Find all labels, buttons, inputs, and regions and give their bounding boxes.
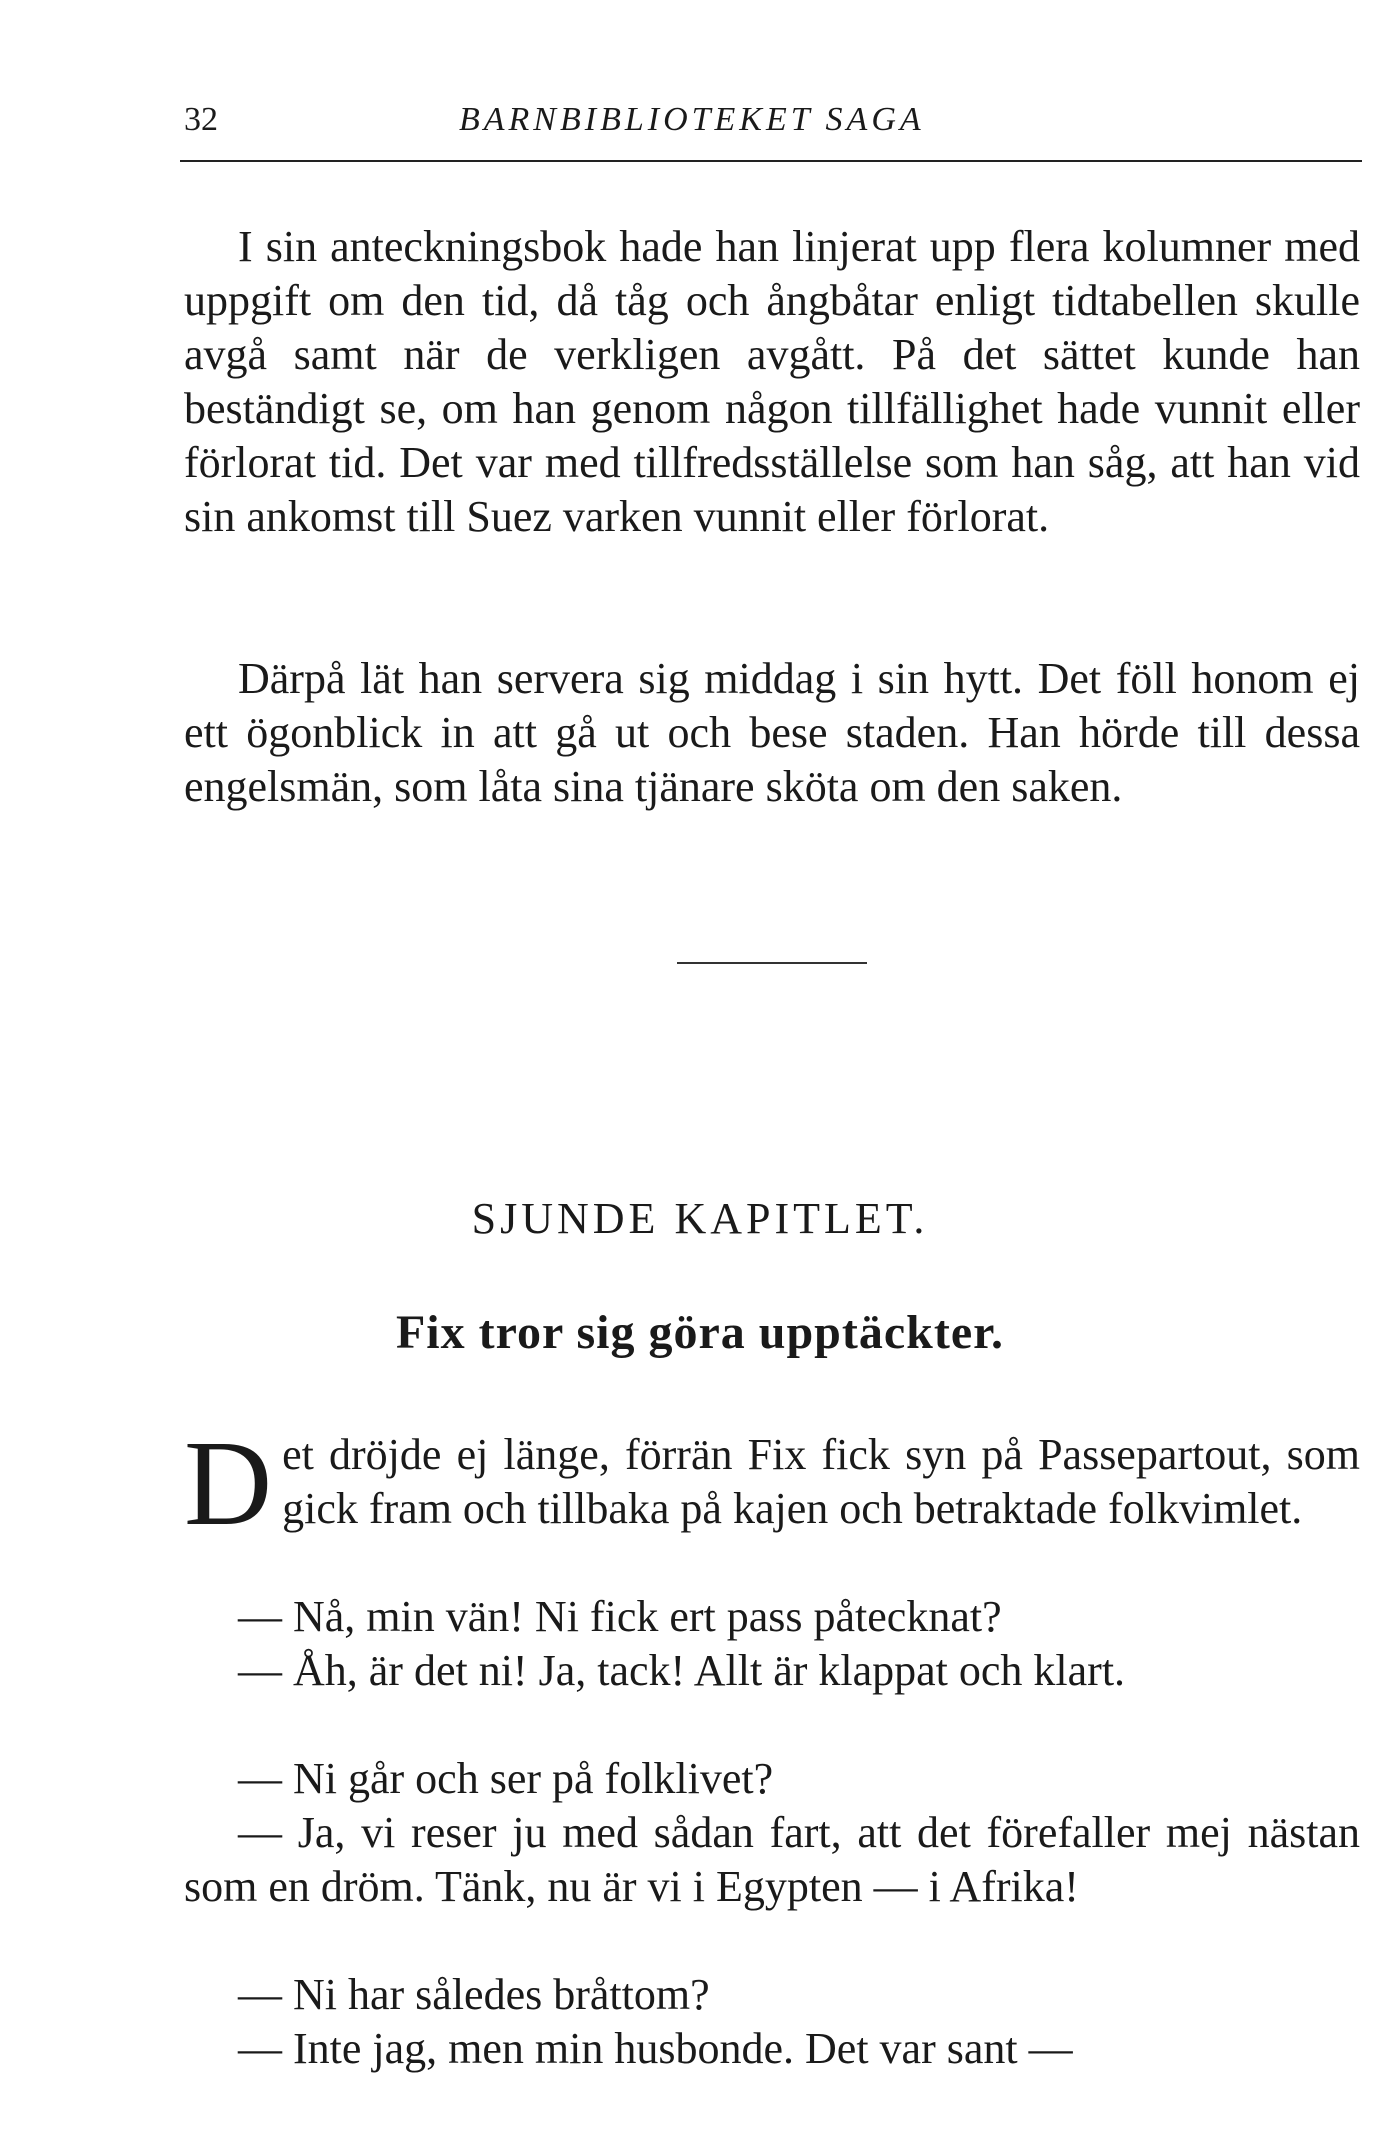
dialogue-line-4: — Ja, vi reser ju med sådan fart, att det förefaller mej nästan som en dröm. Tänk, nu är vi i Egypten — i Afrika! <box>184 1808 1360 1911</box>
page-number: 32 <box>184 101 218 138</box>
paragraph-3 <box>184 1416 1360 1551</box>
chapter-heading: SJUNDE KAPITLET. <box>471 1194 929 1243</box>
dialogue-line-2: — Åh, är det ni! Ja, tack! Allt är klappat och klart. <box>238 1646 1126 1695</box>
paragraph-2: Därpå lät han servera sig middag i sin hytt. Det föll honom ej ett ögonblick in att gå ut och bese staden. Han hörde till dessa engelsmän, som låta sina tjänare sköta om den saken. <box>184 654 1360 811</box>
paragraph-1: I sin anteckningsbok hade han linjerat upp flera kolumner med uppgift om den tid, då tåg och ångbåtar enligt tidtabellen skulle avgå samt när de verkligen avgått. På det sättet kunde han beständigt se, om han genom någon tillfällighet hade vunnit eller förlorat tid. Det var med tillfredsställelse som han såg, att han vid sin ankomst till Suez varken vunnit eller förlorat. <box>184 222 1360 541</box>
section-divider <box>677 962 867 964</box>
header-rule <box>180 160 1362 162</box>
dialogue-line-5: — Ni har således bråttom? <box>238 1970 710 2019</box>
dialogue-line-3: — Ni går och ser på folklivet? <box>238 1754 774 1803</box>
paragraph-3-text: et dröjde ej länge, förrän Fix fick syn på Passepartout, som gick fram och tillbaka på kajen och betraktade folkvimlet. <box>282 1430 1360 1533</box>
chapter-subtitle: Fix tror sig göra upptäckter. <box>395 1306 1005 1359</box>
dialogue-line-6: — Inte jag, men min husbonde. Det var sant — <box>238 2024 1073 2073</box>
dialogue-line-1: — Nå, min vän! Ni fick ert pass påtecknat? <box>238 1592 1002 1641</box>
page-header <box>184 98 1360 142</box>
running-title: BARNBIBLIOTEKET SAGA <box>459 101 925 138</box>
drop-cap: D <box>184 1416 273 1551</box>
